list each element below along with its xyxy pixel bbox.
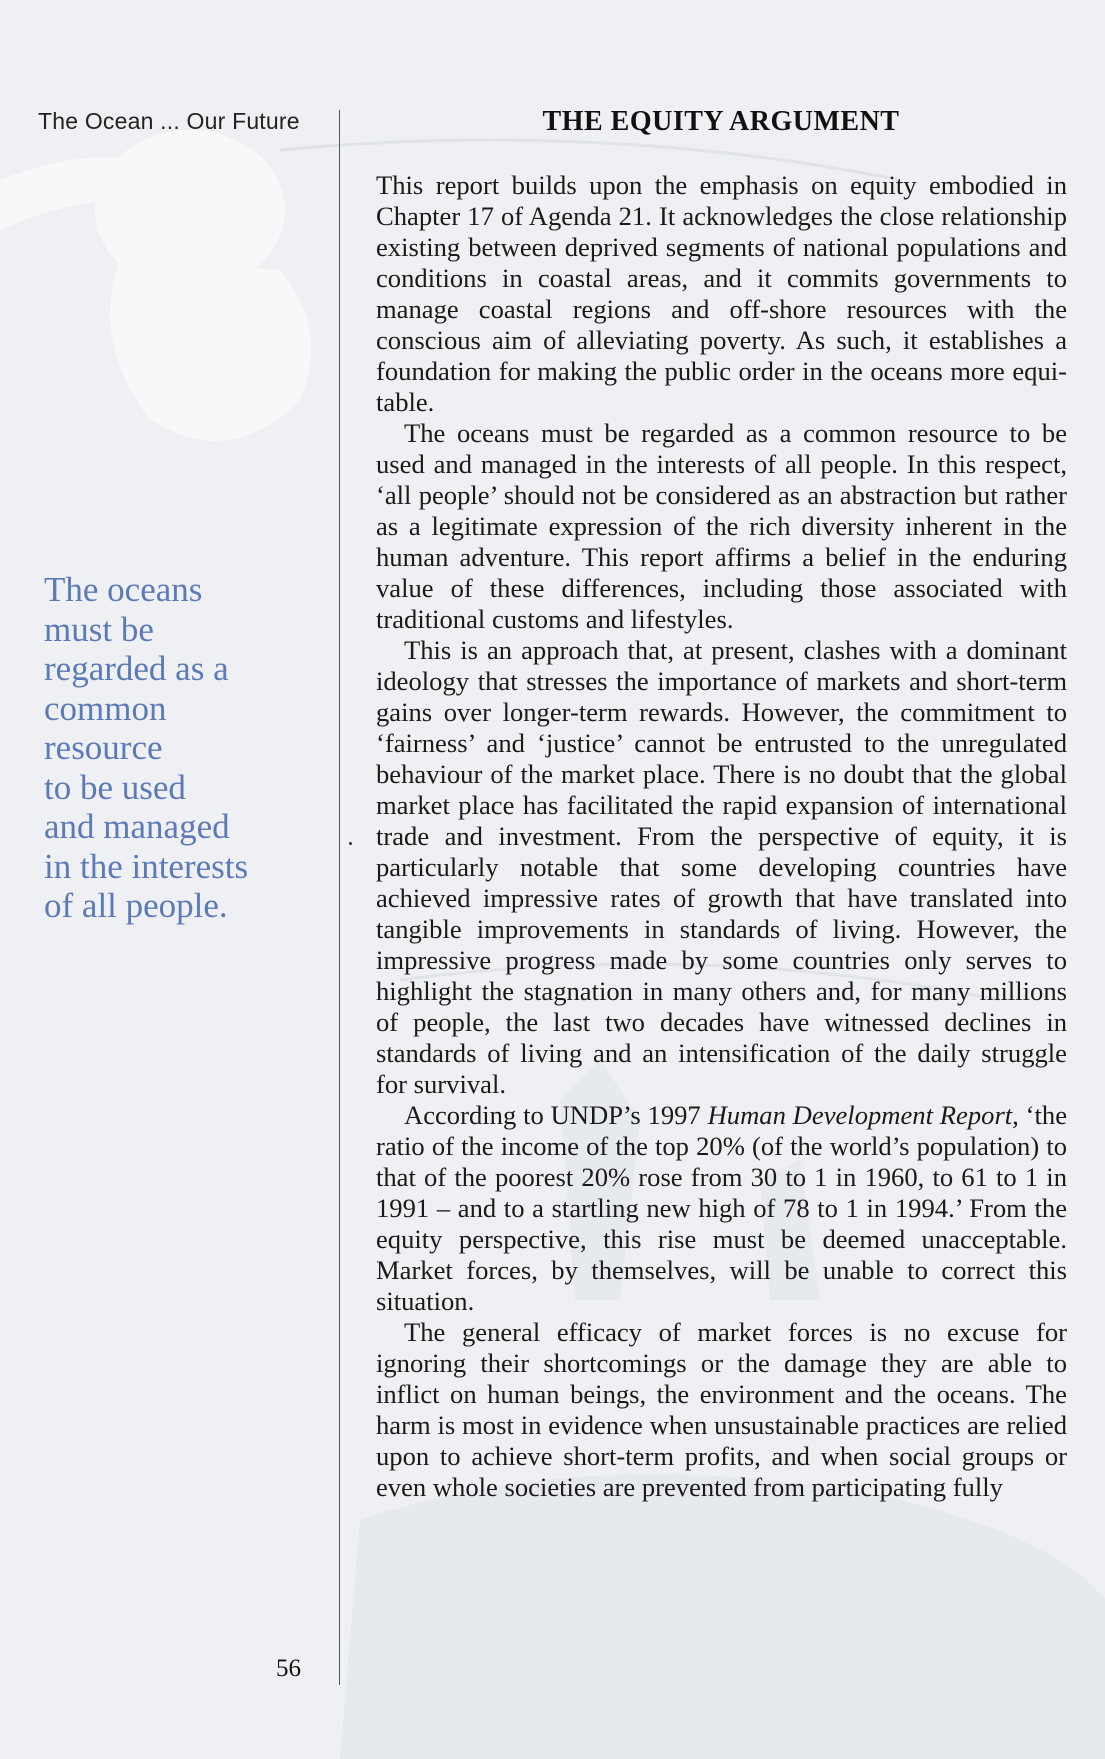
pull-quote-line: The oceans: [44, 570, 203, 609]
pull-quote-line: and managed: [44, 807, 230, 846]
article-body: [376, 170, 1067, 1503]
paragraph: The general efficacy of market forces is no excuse for ignoring their shortcomings or the damage they are able to inflict on human beings, the environment and the oceans. The harm is most in evidence when unsustainable practices are relied upon to achieve short-term profits, and when social groups or even whole societies are prevented from participating fully: [376, 1317, 1067, 1502]
pull-quote-line: common: [44, 688, 167, 728]
paragraph-text: According to UNDP’s 1997: [404, 1100, 708, 1130]
pull-quote-line: regarded as a: [44, 649, 229, 688]
section-title: THE EQUITY ARGUMENT: [542, 106, 900, 137]
paragraph-text: ‘the ratio of the income of the top 20% (of the world’s population) to that of the poorest 20% rose from 30 to 1 in 1960, to 61 to 1 in 1991 – and to a startling new high of 78 to 1 in 1994.’ From the equity perspective, this rise must be deemed unacceptable. Market forces, by themselves, will be unable to correct this situation.: [376, 1100, 1068, 1316]
paragraph: [376, 1100, 1067, 1317]
pull-quote-line: to be used: [44, 767, 186, 807]
report-title-italic: Human Development Report,: [707, 1100, 1019, 1130]
page-number: 56: [276, 1655, 301, 1682]
pull-quote-line: resource: [44, 728, 163, 767]
column-divider: [339, 110, 340, 1685]
paragraph: The oceans must be regarded as a common resource to be used and managed in the interests of all people. In this respect, ‘all people’ should not be considered as an abstraction but rather as a legitimate expression of the rich diversity inherent in the human adventure. This report affirms a belief in the enduring value of these differences, including those associated with traditional customs and lifestyles.: [376, 418, 1067, 634]
running-head: The Ocean ... Our Future: [38, 108, 300, 134]
pull-quote-line: in the interests: [44, 846, 249, 886]
pull-quote-line: of all people.: [44, 886, 228, 925]
paragraph: This report builds upon the emphasis on equity embodied in Chapter 17 of Agenda 21. It acknowledges the close relationship existing between deprived segments of national populations and conditions in coastal areas, and it commits governments to manage coastal regions and off-shore resources with the conscious aim of alleviating poverty. As such, it establishes a foundation for making the public order in the oceans more equi-table.: [376, 170, 1067, 417]
pull-quote: [44, 570, 324, 926]
stray-mark: [349, 842, 352, 845]
paragraph: This is an approach that, at present, clashes with a dominant ideology that stresses the importance of markets and short-term gains over longer-term rewards. However, the commitment to ‘fairness’ and ‘justice’ cannot be entrusted to the unregulated behaviour of the market place. There is no doubt that the global market place has facilitated the rapid expansion of international trade and investment. From the perspective of equity, it is particularly notable that some developing countries have achieved impressive rates of growth that have translated into tangible improvements in standards of living. However, the impressive progress made by some countries only serves to highlight the stagnation in many others and, for many millions of people, the last two decades have witnessed declines in standards of living and an intensification of the daily struggle for survival.: [376, 635, 1067, 1099]
pull-quote-line: must be: [44, 609, 154, 649]
